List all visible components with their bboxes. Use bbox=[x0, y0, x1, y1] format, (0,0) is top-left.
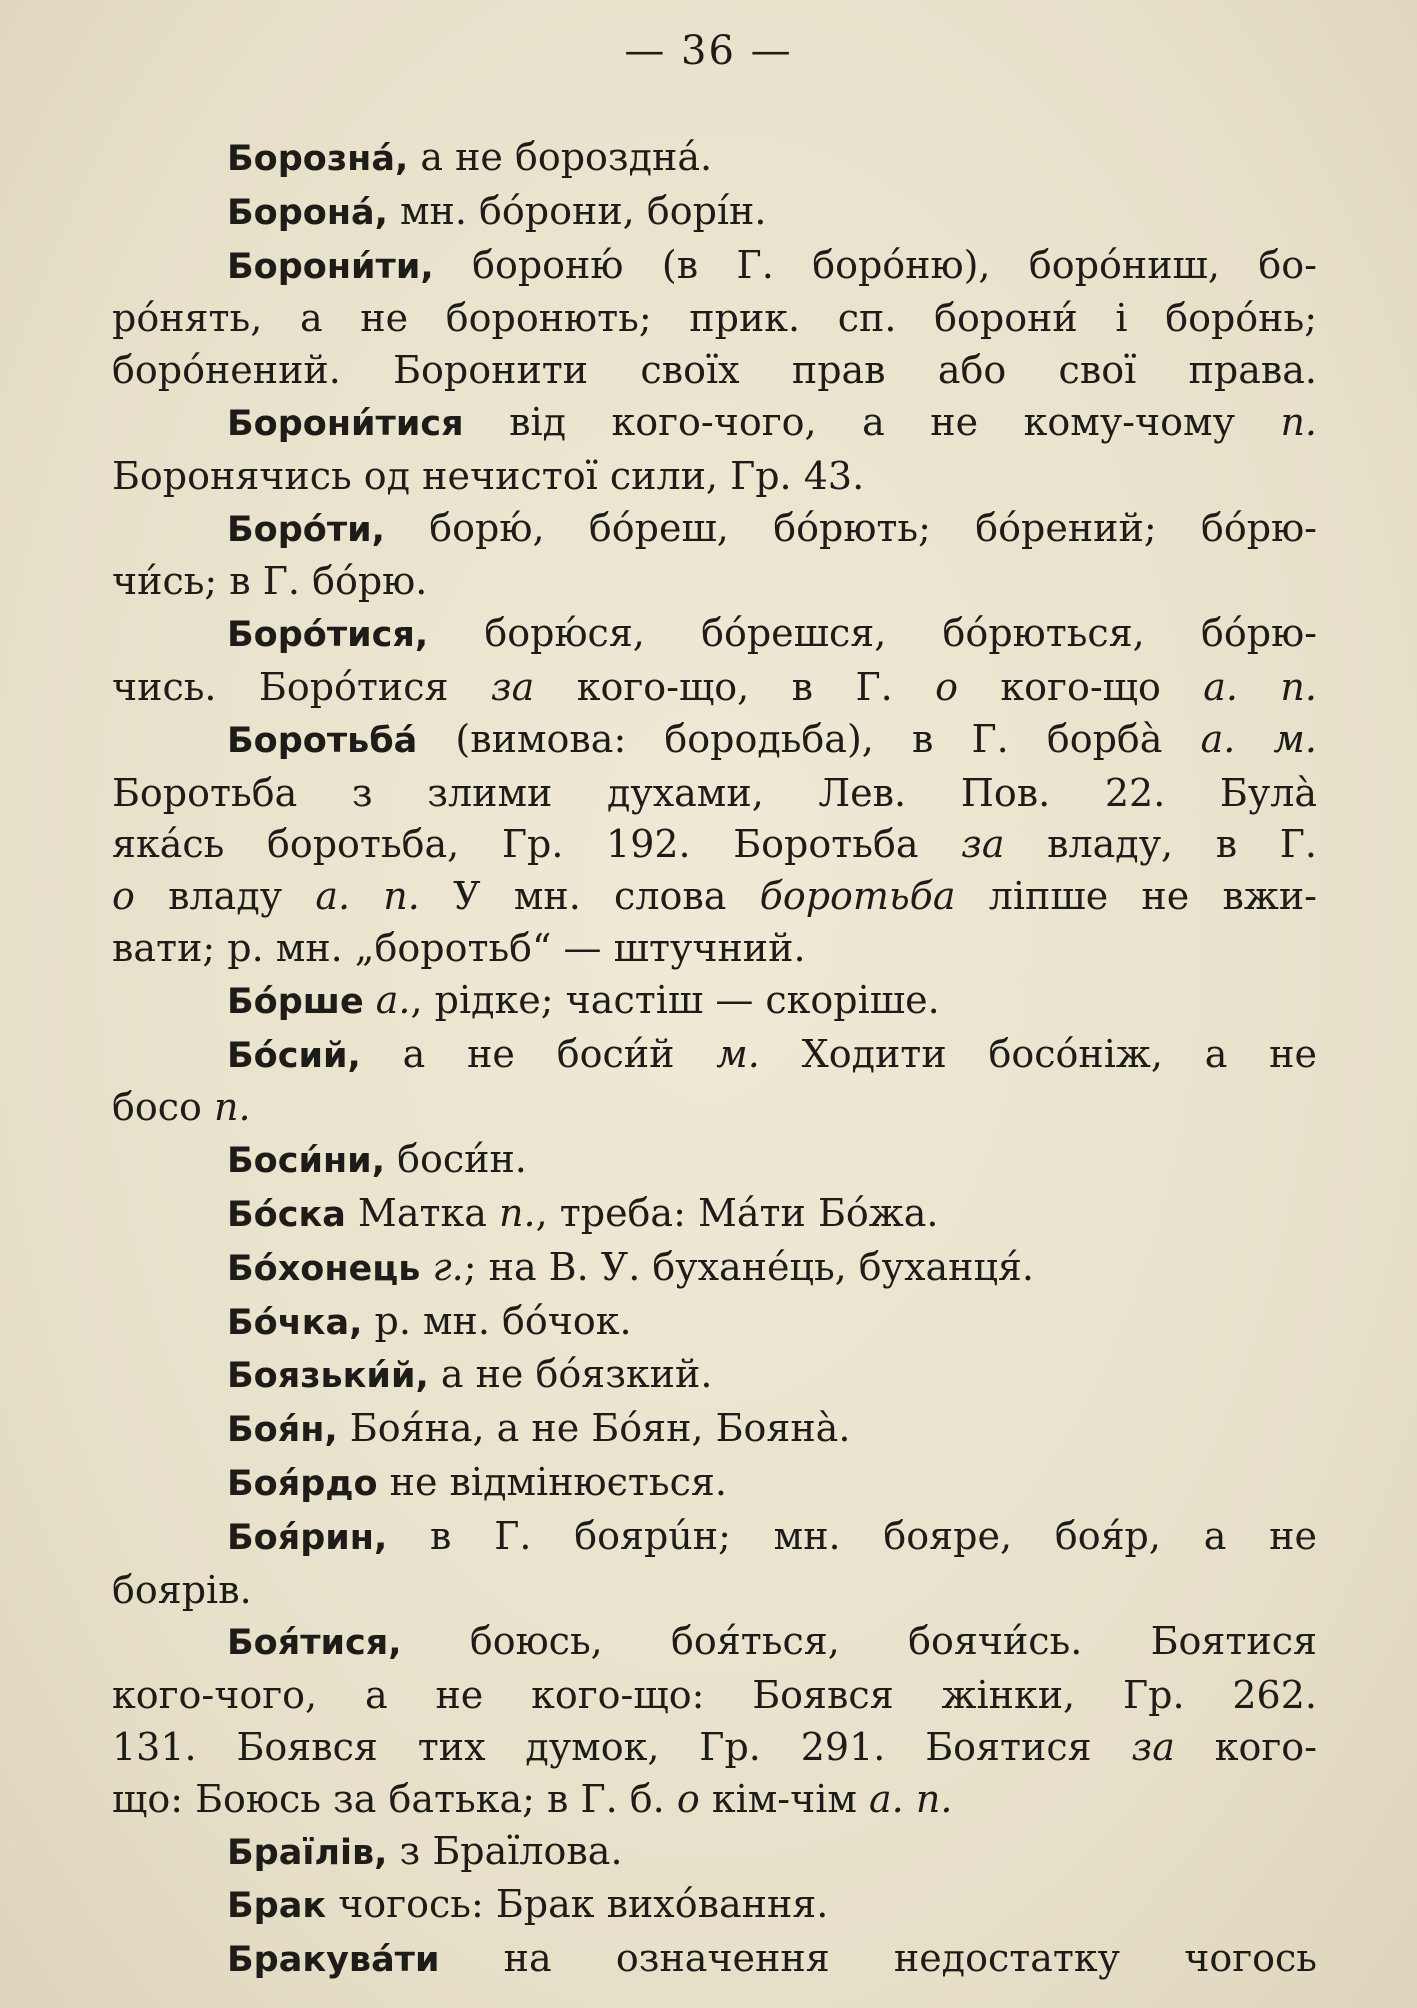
text-segment: боярів. bbox=[112, 1567, 252, 1612]
text-segment: владу bbox=[134, 874, 316, 919]
italic-abbreviation: а. п. bbox=[869, 1776, 953, 1821]
text-line bbox=[112, 1134, 1317, 1188]
headword: Борони́ти, bbox=[227, 246, 434, 287]
text-segment: р. мн. бóчок. bbox=[362, 1298, 632, 1343]
italic-abbreviation: г. bbox=[432, 1244, 464, 1289]
text-line bbox=[112, 1188, 1317, 1242]
text-line bbox=[112, 240, 1317, 294]
text-segment: , рідке; частіш — скоріше. bbox=[410, 977, 940, 1022]
page-number: — 36 — bbox=[624, 28, 793, 74]
text-line bbox=[112, 1029, 1317, 1083]
text-segment: з Браїлова. bbox=[387, 1828, 623, 1873]
text-line bbox=[112, 186, 1317, 240]
text-line bbox=[112, 1457, 1317, 1511]
text-segment: 131. Боявся тих думок, Гр. 291. Боятися bbox=[112, 1724, 1132, 1769]
italic-abbreviation: о bbox=[112, 874, 135, 919]
headword: Боя́рдо bbox=[227, 1463, 378, 1504]
italic-abbreviation: а. п. bbox=[1203, 664, 1317, 709]
text-segment: що: Боюсь за батька; в Г. б. bbox=[112, 1776, 677, 1821]
italic-abbreviation: п. bbox=[1280, 399, 1317, 444]
italic-abbreviation: а. bbox=[375, 977, 411, 1022]
text-segment: борóнений. Боронити своїх прав або свої права. bbox=[112, 348, 1317, 393]
headword: Брак bbox=[227, 1886, 327, 1927]
text-line bbox=[112, 451, 1317, 503]
text-segment: чи́сь; в Г. бóрю. bbox=[112, 559, 428, 604]
text-line bbox=[112, 1933, 1317, 1987]
italic-abbreviation: за bbox=[490, 664, 535, 709]
headword: Браїлів, bbox=[227, 1832, 388, 1873]
text-segment: Ходити босóніж, а не bbox=[759, 1031, 1317, 1076]
text-line bbox=[112, 662, 1317, 714]
text-segment: чогось: Брак вихóвання. bbox=[326, 1882, 829, 1927]
headword: Бо́сий, bbox=[227, 1035, 361, 1076]
headword: Бо́ска bbox=[227, 1194, 346, 1235]
text-segment: боюсь, боя́ться, боячи́сь. Боятися bbox=[401, 1619, 1317, 1664]
headword: Боро́ти, bbox=[227, 509, 385, 550]
italic-abbreviation: боротьба bbox=[759, 874, 956, 919]
text-segment: ; на В. У. буханéць, буханця́. bbox=[463, 1244, 1034, 1289]
text-line bbox=[112, 975, 1317, 1029]
headword: Боязьки́й, bbox=[227, 1356, 429, 1397]
text-line bbox=[112, 503, 1317, 557]
text-segment bbox=[420, 1245, 432, 1289]
text-segment: Боротьба з злими духами, Лев. Пов. 22. Булà bbox=[112, 770, 1317, 815]
text-line bbox=[112, 1826, 1317, 1880]
text-segment: бороню́ (в Г. борóню), борóниш, бо- bbox=[433, 242, 1317, 287]
italic-abbreviation: п. bbox=[214, 1085, 251, 1130]
text-line bbox=[112, 714, 1317, 768]
text-line bbox=[112, 293, 1317, 345]
text-line bbox=[112, 1879, 1317, 1933]
text-line bbox=[112, 1774, 1317, 1826]
text-segment: кого-чого, а не кого-що: Боявся жінки, Гр. 262. bbox=[112, 1673, 1317, 1718]
text-line bbox=[112, 608, 1317, 662]
text-line bbox=[112, 345, 1317, 397]
italic-abbreviation: а. м. bbox=[1200, 716, 1317, 761]
headword: Борозна́, bbox=[227, 139, 409, 179]
text-segment: кого-що, в Г. bbox=[534, 664, 936, 709]
text-segment: боси́н. bbox=[385, 1137, 527, 1182]
text-segment: У мн. слова bbox=[419, 874, 760, 919]
headword: Бо́хонець bbox=[227, 1248, 421, 1289]
text-segment: , треба: Мáти Бóжа. bbox=[535, 1190, 939, 1235]
text-segment: ліпше не вжи- bbox=[955, 874, 1318, 919]
text-segment: Боя́на, а не Бóян, Боянà. bbox=[337, 1406, 851, 1451]
italic-abbreviation: п. bbox=[499, 1190, 536, 1235]
text-segment: рóнять, а не боронють; прик. сп. борони́ і борóнь; bbox=[112, 296, 1317, 341]
text-segment: якáсь боротьба, Гр. 192. Боротьба bbox=[112, 822, 962, 867]
text-segment: (вимова: бородьба), в Г. борбà bbox=[417, 716, 1201, 761]
text-line bbox=[112, 1082, 1317, 1134]
headword: Бракува́ти bbox=[227, 1940, 440, 1981]
text-segment: кого- bbox=[1174, 1724, 1317, 1769]
italic-abbreviation: за bbox=[1131, 1724, 1175, 1769]
text-segment: в Г. боярúн; мн. бояре, боя́р, а не bbox=[387, 1513, 1317, 1558]
text-line bbox=[112, 1349, 1317, 1403]
italic-abbreviation: за bbox=[961, 822, 1005, 867]
text-segment: кого-що bbox=[958, 664, 1204, 709]
italic-abbreviation: а. п. bbox=[315, 874, 420, 919]
text-line bbox=[112, 1722, 1317, 1774]
text-line bbox=[112, 556, 1317, 608]
headword: Боро́тися, bbox=[227, 615, 429, 656]
text-line bbox=[112, 768, 1317, 820]
italic-abbreviation: о bbox=[935, 664, 958, 709]
text-line bbox=[112, 923, 1317, 975]
text-segment: а не боси́й bbox=[360, 1031, 717, 1076]
text-segment: а не бóязкий. bbox=[428, 1352, 713, 1397]
text-segment bbox=[364, 978, 376, 1022]
headword: Боя́рин, bbox=[227, 1517, 388, 1558]
text-segment: мн. бóрони, борíн. bbox=[387, 188, 767, 233]
text-line bbox=[112, 1511, 1317, 1565]
text-segment: а не борозднá. bbox=[408, 135, 713, 179]
text-line bbox=[112, 132, 1317, 186]
headword: Боротьба́ bbox=[227, 720, 418, 761]
text-line bbox=[112, 1565, 1317, 1617]
text-segment: на означення недостатку чогось bbox=[439, 1936, 1317, 1981]
headword: Борона́, bbox=[227, 192, 388, 233]
text-segment: Матка bbox=[345, 1190, 499, 1235]
text-segment: вати; р. мн. „боротьб“ — штучний. bbox=[112, 925, 806, 970]
dictionary-text bbox=[112, 132, 1317, 1987]
headword: Боси́ни, bbox=[227, 1141, 385, 1182]
text-segment: борю́ся, бóрешся, бóрються, бóрю- bbox=[428, 611, 1317, 656]
text-line bbox=[112, 1242, 1317, 1296]
text-segment: від кого-чого, а не кому-чому bbox=[463, 399, 1281, 444]
text-segment: кім-чім bbox=[699, 1776, 870, 1821]
headword: Бо́рше bbox=[227, 981, 364, 1022]
text-segment: Боронячись од нечистої сили, Гр. 43. bbox=[112, 453, 865, 498]
text-line bbox=[112, 871, 1317, 923]
italic-abbreviation: о bbox=[676, 1776, 700, 1821]
headword: Бо́чка, bbox=[227, 1302, 363, 1343]
headword: Боя́н, bbox=[227, 1410, 338, 1451]
text-segment: не відмінюється. bbox=[377, 1459, 727, 1504]
text-segment: борю́, бóреш, бóрють; бóрений; бóрю- bbox=[384, 505, 1317, 550]
text-segment: чись. Борóтися bbox=[112, 664, 491, 709]
text-line bbox=[112, 819, 1317, 871]
text-segment: босо bbox=[112, 1085, 214, 1130]
text-line bbox=[112, 397, 1317, 451]
text-line bbox=[112, 1616, 1317, 1670]
headword: Боя́тися, bbox=[227, 1623, 402, 1664]
text-line bbox=[112, 1670, 1317, 1722]
text-segment: владу, в Г. bbox=[1004, 822, 1317, 867]
text-line bbox=[112, 1296, 1317, 1350]
headword: Борони́тися bbox=[227, 403, 464, 444]
italic-abbreviation: м. bbox=[716, 1031, 760, 1076]
text-line bbox=[112, 1403, 1317, 1457]
